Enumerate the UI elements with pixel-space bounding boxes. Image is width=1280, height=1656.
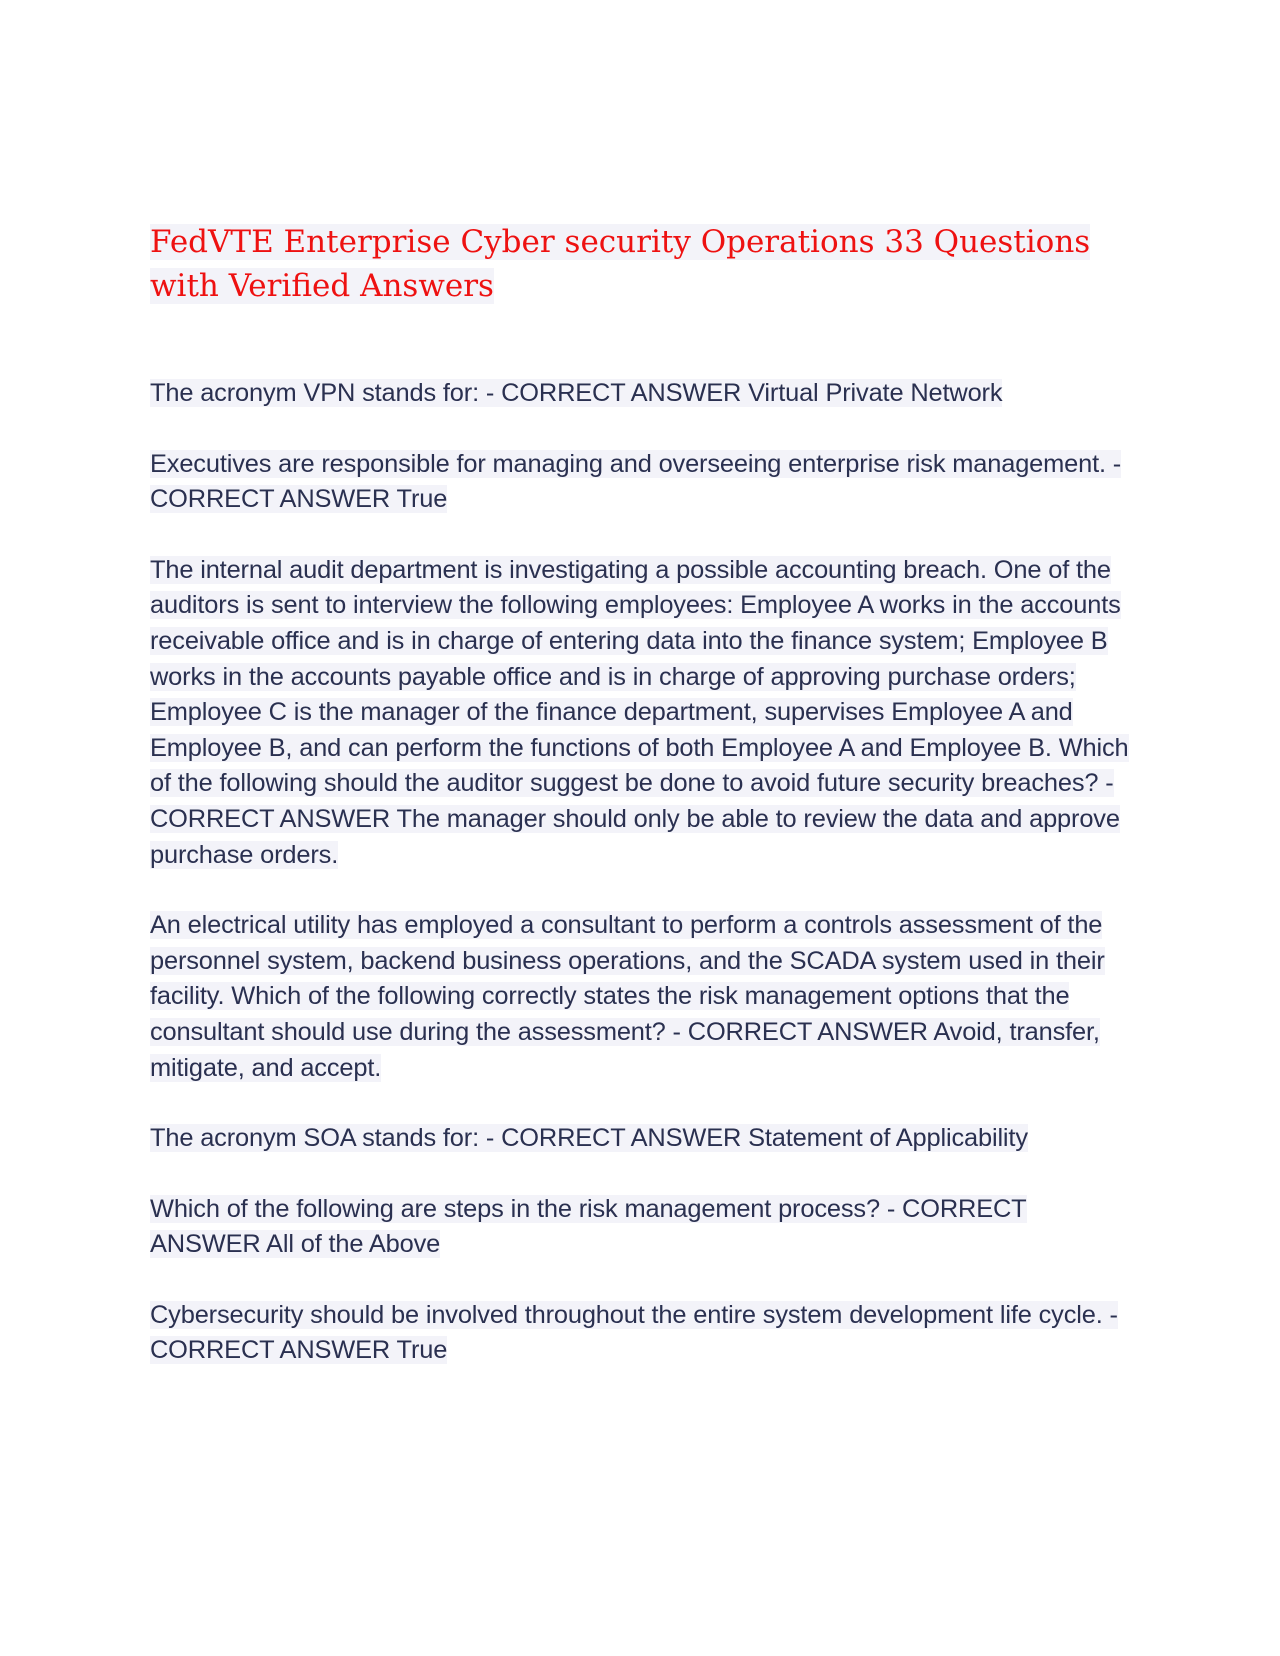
qa-item-vpn <box>150 376 1130 412</box>
qa-item-electrical-utility <box>150 908 1130 1086</box>
qa-item-text: An electrical utility has employed a consultant to perform a controls assessment of the personnel system, backend business operations, and the SCADA system used in their facility. Which of the following correctly states the risk management options that the consultant should use during the assessment? - CORRECT ANSWER Avoid, transfer, mitigate, and accept. <box>150 911 1105 1082</box>
qa-item-text: Which of the following are steps in the risk management process? - CORRECT ANSWER All of the Above <box>150 1194 1027 1259</box>
document-title-text: FedVTE Enterprise Cyber security Operations 33 Questions with Verified Answers <box>150 224 1091 304</box>
qa-item-executives <box>150 447 1130 518</box>
document-content <box>150 220 1130 1404</box>
qa-item-text: Cybersecurity should be involved throughout the entire system development life cycle. - CORRECT ANSWER True <box>150 1300 1118 1365</box>
qa-item-soa <box>150 1121 1130 1157</box>
qa-item-sdlc <box>150 1298 1130 1369</box>
qa-item-text: The acronym VPN stands for: - CORRECT ANSWER Virtual Private Network <box>150 379 1003 407</box>
document-title <box>150 220 1130 308</box>
qa-item-risk-steps <box>150 1192 1130 1263</box>
qa-item-text: The internal audit department is investigating a possible accounting breach. One of the auditors is sent to interview the following employees: Employee A works in the accounts receivable office and is in charge of entering data into the finance system; Employee B works in the accounts payable office and is in charge of approving purchase orders; Employee C is the manager of the finance department, supervises Employee A and Employee B, and can perform the functions of both Employee A and Employee B. Which of the following should the auditor suggest be done to avoid future security breaches? - CORRECT ANSWER The manager should only be able to review the data and approve purchase orders. <box>150 555 1129 869</box>
qa-item-internal-audit <box>150 553 1130 873</box>
qa-item-text: Executives are responsible for managing and overseeing enterprise risk management. - CORRECT ANSWER True <box>150 449 1122 514</box>
qa-item-text: The acronym SOA stands for: - CORRECT ANSWER Statement of Applicability <box>150 1124 1028 1153</box>
